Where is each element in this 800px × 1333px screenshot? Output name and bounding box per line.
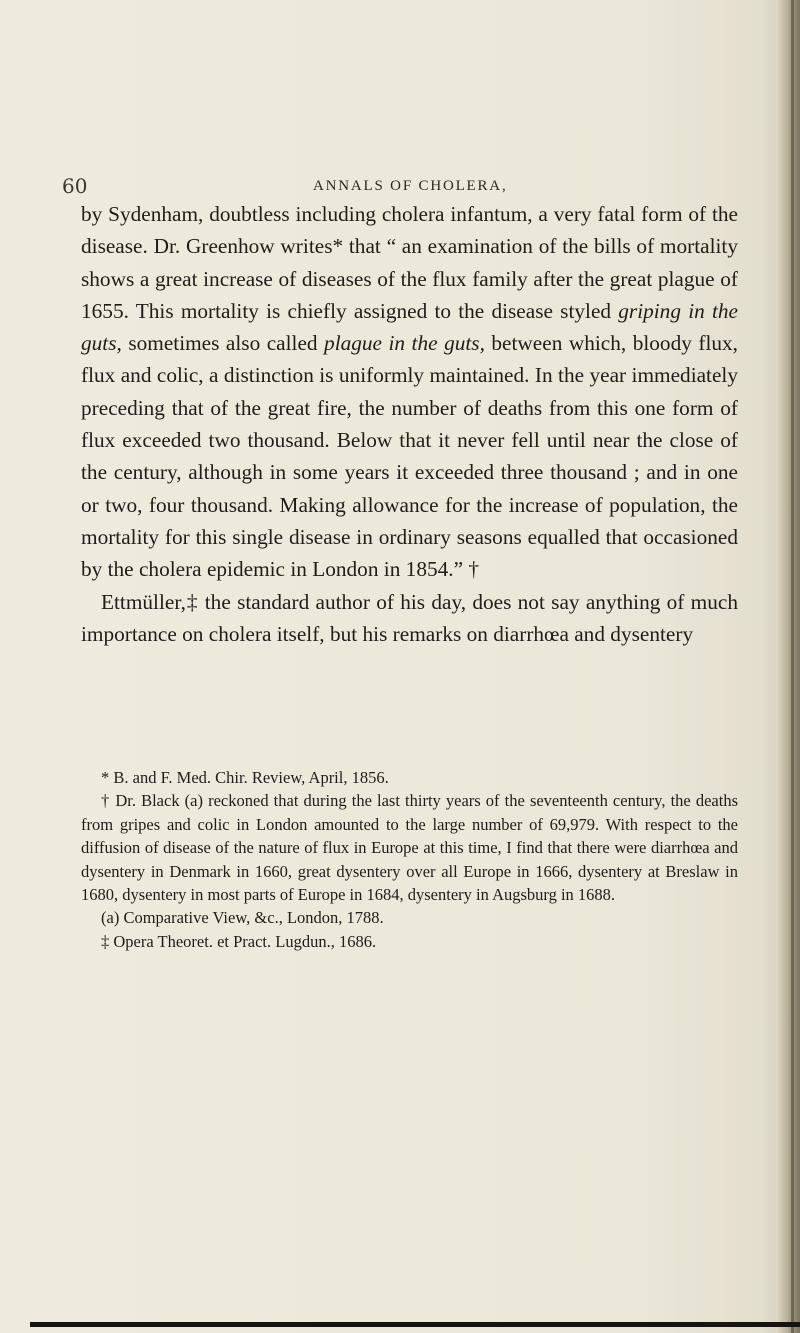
paragraph-1-italic-a: griping in the guts,	[81, 298, 738, 356]
page-number: 60	[62, 174, 88, 198]
paragraph-1-italic-b: plague in the guts,	[324, 331, 485, 356]
footnote-3: (a) Comparative View, &c., London, 1788.	[101, 908, 384, 928]
spine-edge-line	[791, 0, 794, 1333]
paragraph-2: Ettmüller,‡ the standard author of his day, does not say anything of much importance on cholera itself, but his remarks on diarrhœa and dysentery	[81, 589, 738, 646]
paragraph-1-text-c: between which, bloody flux, flux and colic, a distinction is uniformly maintained. In the year immediately preceding that of the great fire, the number of deaths from this one form of flux exceeded two thousand. Below that it never fell until near the close of the century, although in some years it exceeded three thousand ; and in one or two, four thousand. Making allowance for the increase of population, the mortality for this single disease in ordinary seasons equalled that occasioned by the cholera epidemic in London in 1854.” †	[81, 331, 738, 582]
footnote-2: † Dr. Black (a) reckoned that during the last thirty years of the seventeenth century, the deaths from gripes and colic in London amounted to the large number of 69,979. With respect to the diffusion of disease of the nature of flux in Europe at this time, I find that there were diarrhœa and dysentery in Denmark in 1660, great dysentery over all Europe in 1666, dysentery at Breslaw in 1680, dysentery in most parts of Europe in 1684, dysentery in Augsburg in 1688.	[81, 791, 738, 905]
footnotes	[81, 766, 738, 953]
paragraph-1-text-a: by Sydenham, doubtless including cholera infantum, a very fatal form of the disease. Dr. Greenhow writes* that “ an examination of the bills of mortality shows a great increase of diseases of the flux family after the great plague of 1655. This mortality is chiefly assigned to the disease styled	[81, 202, 738, 323]
book-spine-shadow	[778, 0, 800, 1333]
footnote-4: ‡ Opera Theoret. et Pract. Lugdun., 1686.	[101, 931, 377, 951]
footnote-1: * B. and F. Med. Chir. Review, April, 1856.	[101, 768, 389, 787]
paragraph-1	[81, 198, 738, 586]
running-head: ANNALS OF CHOLERA,	[313, 178, 508, 194]
paragraph-1-text-b: sometimes also called	[121, 331, 325, 356]
bottom-edge-rule	[30, 1322, 800, 1327]
page-header	[0, 168, 800, 198]
main-text	[81, 198, 738, 650]
